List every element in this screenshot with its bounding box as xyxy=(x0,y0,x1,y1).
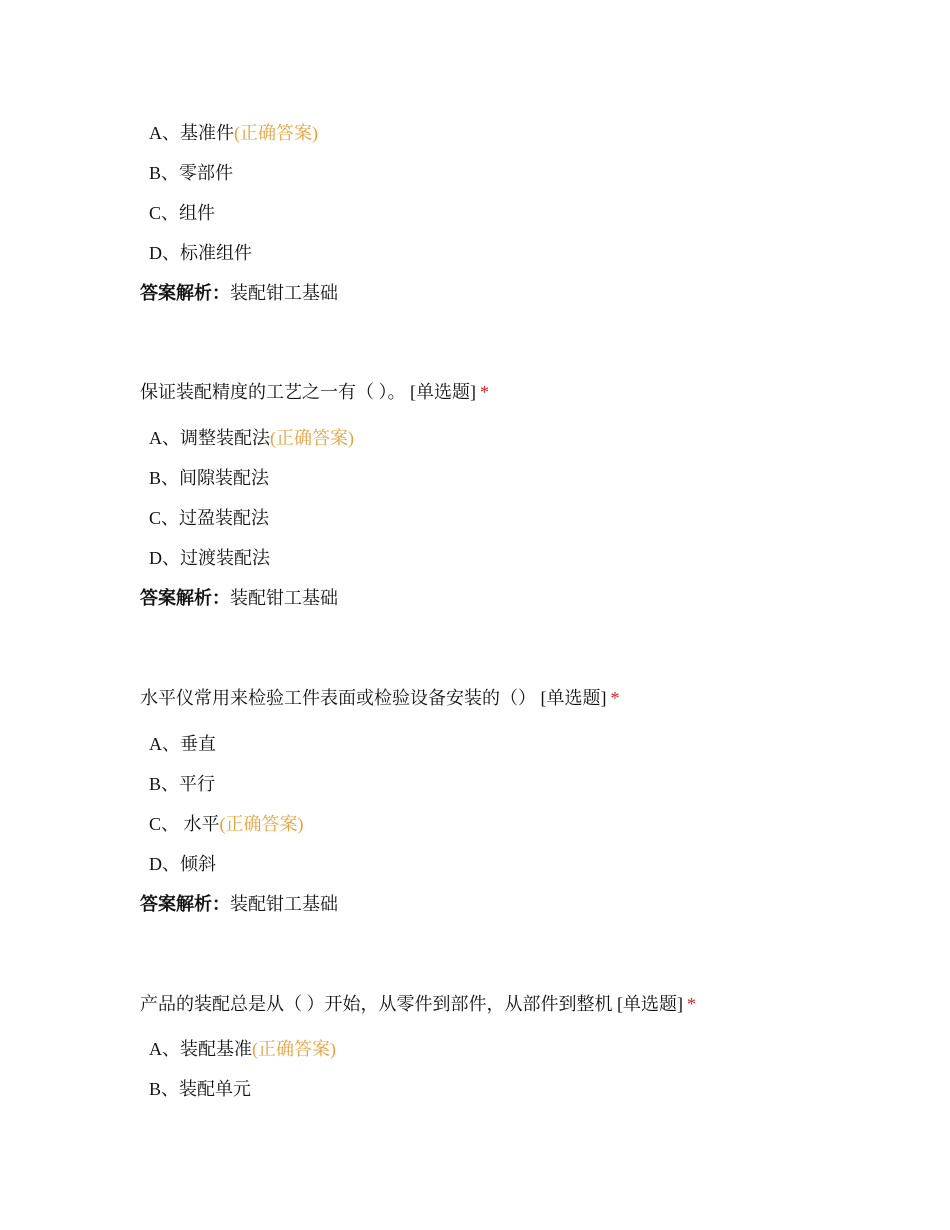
question-block-2 xyxy=(140,380,900,610)
required-mark: * xyxy=(610,688,620,708)
option-a xyxy=(149,121,900,145)
question-type-label: [单选题] xyxy=(410,382,476,402)
option-text: D、标准组件 xyxy=(149,243,252,263)
option-text: A、调整装配法 xyxy=(149,428,270,448)
question-type-label: [单选题] xyxy=(540,688,607,708)
correct-answer-marker: (正确答案) xyxy=(219,814,304,834)
option-text: C、 水平 xyxy=(149,814,220,834)
option-c xyxy=(149,812,900,836)
question-text: 保证装配精度的工艺之一有（ ）。 xyxy=(140,382,406,402)
question-block-4 xyxy=(140,992,900,1117)
question-title xyxy=(140,992,900,1016)
required-mark: * xyxy=(480,382,489,402)
answer-analysis xyxy=(140,586,900,610)
required-mark: * xyxy=(687,994,696,1014)
option-text: B、间隙装配法 xyxy=(149,468,270,488)
analysis-label: 答案解析： xyxy=(140,283,230,303)
question-text: 水平仪常用来检验工件表面或检验设备安装的（） xyxy=(140,688,536,708)
option-text: A、垂直 xyxy=(149,734,216,754)
option-b xyxy=(149,772,900,796)
question-block-3 xyxy=(140,686,900,916)
option-text: A、装配基准 xyxy=(149,1039,252,1059)
option-a xyxy=(149,426,900,450)
question-text: 产品的装配总是从（ ）开始，从零件到部件，从部件到整机 xyxy=(140,994,613,1014)
option-c xyxy=(149,201,900,225)
correct-answer-marker: (正确答案) xyxy=(234,123,318,143)
option-a xyxy=(149,1037,900,1061)
option-text: C、组件 xyxy=(149,203,216,223)
question-block-1 xyxy=(140,121,900,305)
analysis-text: 装配钳工基础 xyxy=(230,283,338,303)
option-text: A、基准件 xyxy=(149,123,234,143)
option-b xyxy=(149,1077,900,1101)
answer-analysis xyxy=(140,281,900,305)
option-b xyxy=(149,466,900,490)
answer-analysis xyxy=(140,892,900,916)
option-text: C、过盈装配法 xyxy=(149,508,270,528)
analysis-text: 装配钳工基础 xyxy=(230,588,338,608)
option-d xyxy=(149,241,900,265)
option-a xyxy=(149,732,900,756)
option-text: D、过渡装配法 xyxy=(149,548,270,568)
option-text: B、装配单元 xyxy=(149,1079,252,1099)
option-b xyxy=(149,161,900,185)
analysis-label: 答案解析： xyxy=(140,894,230,914)
option-c xyxy=(149,506,900,530)
correct-answer-marker: (正确答案) xyxy=(252,1039,336,1059)
correct-answer-marker: (正确答案) xyxy=(270,428,354,448)
question-title xyxy=(140,380,900,404)
option-text: D、倾斜 xyxy=(149,854,216,874)
question-type-label: [单选题] xyxy=(617,994,683,1014)
analysis-label: 答案解析： xyxy=(140,588,230,608)
option-d xyxy=(149,546,900,570)
question-title xyxy=(140,686,900,710)
analysis-text: 装配钳工基础 xyxy=(230,894,338,914)
option-d xyxy=(149,852,900,876)
option-text: B、零部件 xyxy=(149,163,234,183)
option-text: B、平行 xyxy=(149,774,216,794)
